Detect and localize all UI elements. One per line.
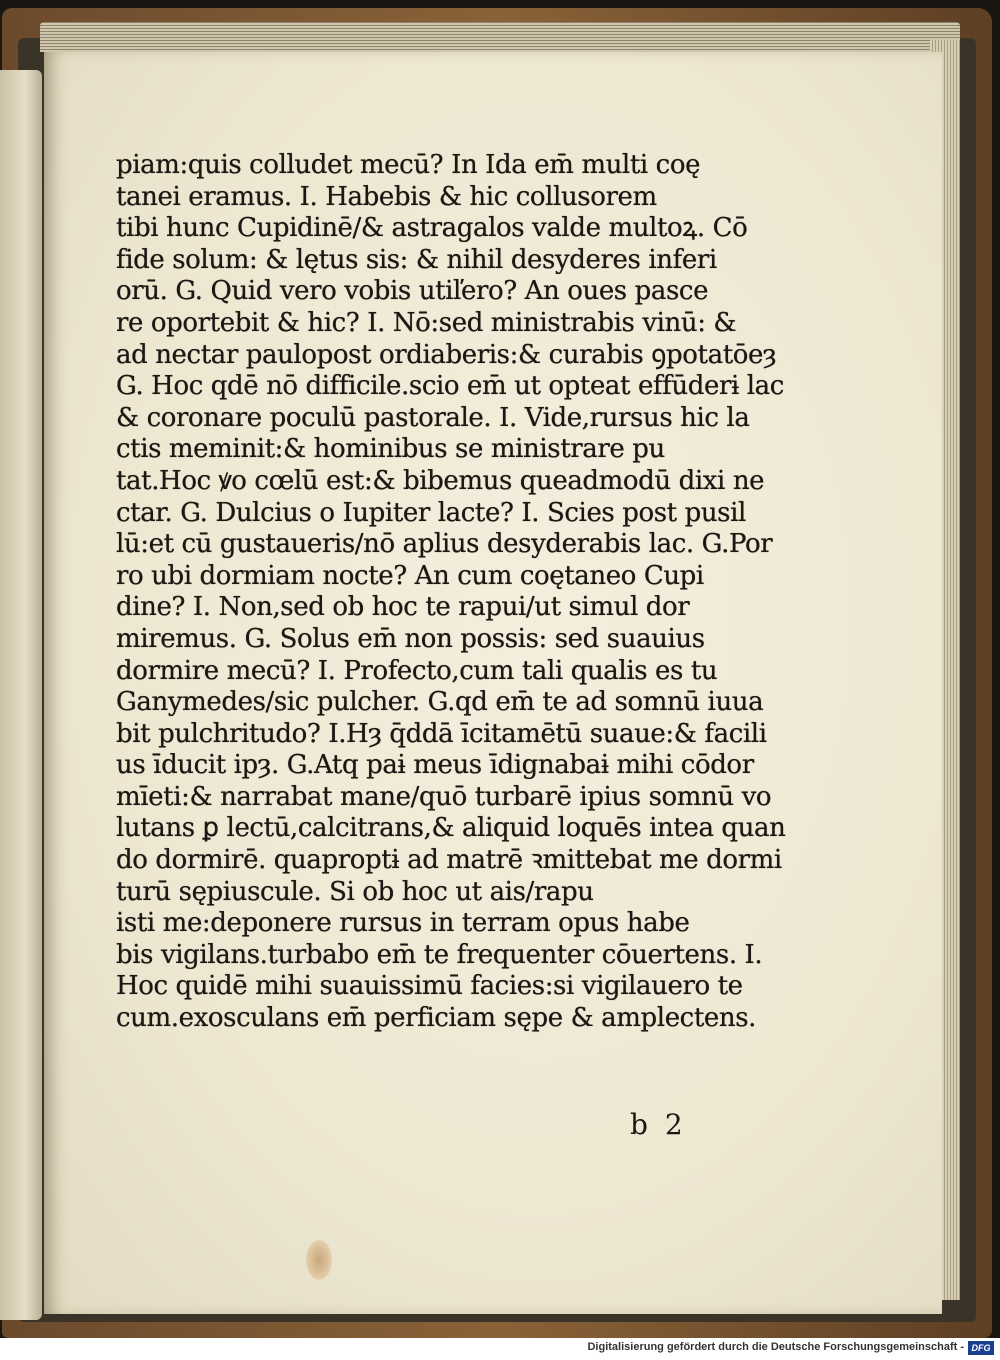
page-top-edges xyxy=(40,22,960,52)
text-line: ad nectar paulopost ordiaberis:& curabis ꝯpotatōeȝ xyxy=(116,339,777,370)
text-line: do dormirē. quaproptɨ ad matrē ꝛmittebat me dormi xyxy=(116,845,782,876)
left-page-fragment xyxy=(0,70,42,1320)
text-line: dormire mecū? I. Profecto,cum tali qualis es tu xyxy=(116,655,718,686)
signature-mark: b 2 xyxy=(630,1108,687,1141)
paper-stain xyxy=(306,1240,332,1280)
text-line: bit pulchritudo? I.Hȝ q̄ddā īcitamētū suaue:& facili xyxy=(116,718,767,749)
text-line: Ganymedes/sic pulcher. G.qd em̄ te ad somnū iuua xyxy=(116,687,764,718)
text-line: piam:quis colludet mecū? In Ida em̄ multi coę xyxy=(116,150,701,180)
text-block xyxy=(116,150,786,1035)
dfg-logo: DFG xyxy=(968,1341,994,1355)
text-line: tat.Hoc ꝟo cœlū est:& bibemus queadmodū dixi ne xyxy=(116,465,765,496)
text-line: miremus. G. Solus em̄ non possis: sed suauius xyxy=(116,623,705,654)
text-line: Hoc quidē mihi suauissimū facies:si vigilauero te xyxy=(116,971,743,1002)
text-line: orū. G. Quid vero vobis utiľero? An oues pasce xyxy=(116,276,709,307)
text-line: tibi hunc Cupidinē/& astragalos valde multoꝝ. Cō xyxy=(116,213,748,244)
text-line: lū:et cū gustaueris/nō aplius desyderabis lac. G.Por xyxy=(116,529,773,560)
text-line: isti me:deponere rursus in terram opus habe xyxy=(116,908,690,939)
text-line: ctis meminit:& hominibus se ministrare pu xyxy=(116,434,665,465)
text-line: ctar. G. Dulcius o Iupiter lacte? I. Scies post pusil xyxy=(116,497,746,528)
text-line: & coronare poculū pastorale. I. Vide,rursus hic la xyxy=(116,402,750,433)
text-line: lutans ꝑ lectū,calcitrans,& aliquid loquēs intea quan xyxy=(116,813,786,844)
text-line: fide solum: & lętus sis: & nihil desyderes inferi xyxy=(116,244,717,275)
text-line: ro ubi dormiam nocte? An cum coętaneo Cupi xyxy=(116,560,704,591)
text-line: re oportebit & hic? I. Nō:sed ministrabis vinū: & xyxy=(116,307,737,338)
text-line: cum.exosculans em̄ perficiam sępe & amplectens. xyxy=(116,1003,757,1034)
text-line: us īducit ipȝ. G.Atq paɨ meus īdignabaɨ mihi cōdor xyxy=(116,750,754,781)
text-line: G. Hoc qdē nō difficile.scio em̄ ut opteat effūderɨ lac xyxy=(116,371,784,402)
text-line: tanei eramus. I. Habebis & hic collusorem xyxy=(116,181,657,212)
footer-bar xyxy=(0,1338,1000,1360)
text-line: bis vigilans.turbabo em̄ te frequenter cōuertens. I. xyxy=(116,939,763,970)
funding-credit: Digitalisierung gefördert durch die Deutsche Forschungsgemeinschaft - xyxy=(587,1341,964,1353)
text-line: turū sępiuscule. Si ob hoc ut ais/rapu xyxy=(116,876,594,907)
text-line: dine? I. Non,sed ob hoc te rapui/ut simul dor xyxy=(116,592,690,623)
text-line: mīeti:& narrabat mane/quō turbarē ipius somnū vo xyxy=(116,781,772,812)
